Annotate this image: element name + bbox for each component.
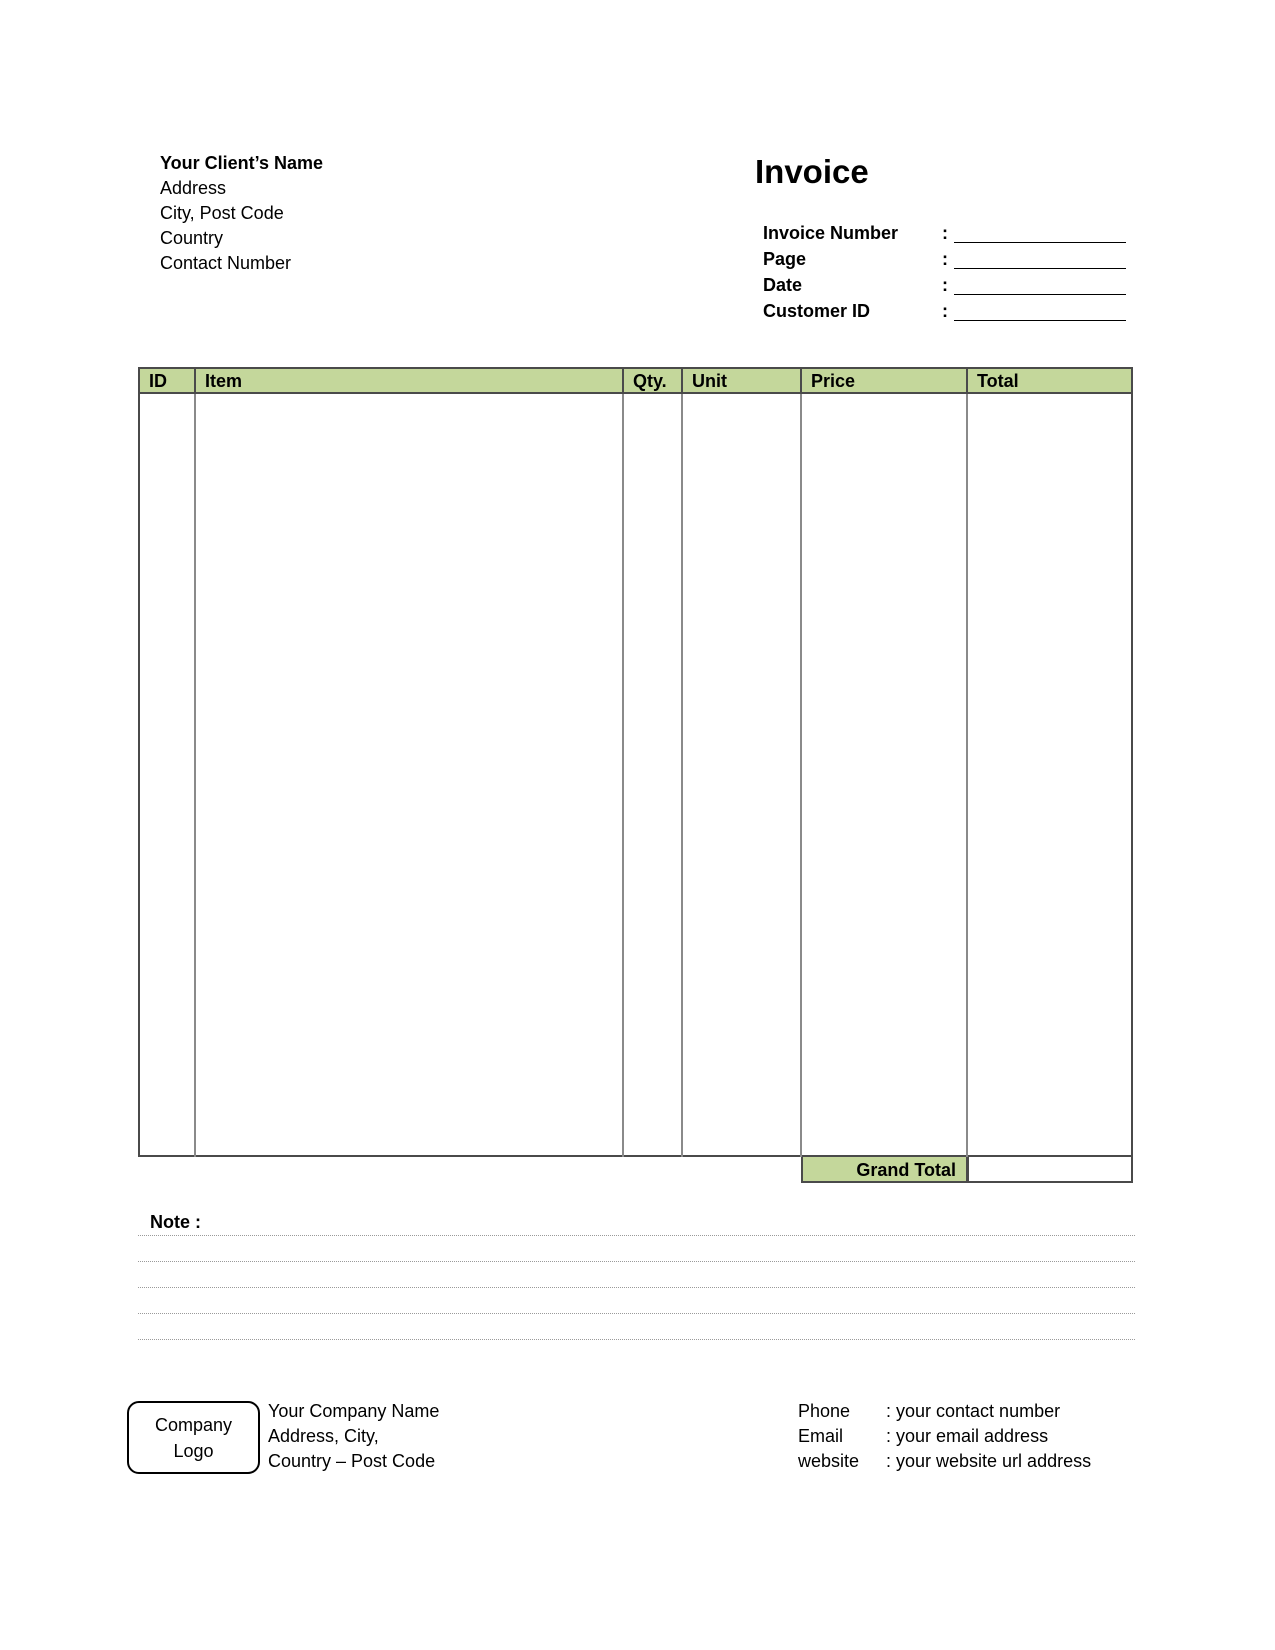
- header-divider: [622, 367, 624, 394]
- date-label: Date: [763, 275, 803, 295]
- grand-total-value-cell[interactable]: [967, 1157, 1133, 1183]
- column-divider: [800, 367, 802, 1157]
- email-label: Email: [798, 1426, 844, 1446]
- logo-text-line2: Logo: [173, 1440, 214, 1461]
- page-field[interactable]: [954, 268, 1126, 269]
- column-header-id: ID: [149, 371, 167, 391]
- company-country: Country – Post Code: [268, 1451, 436, 1471]
- column-header-total: Total: [977, 371, 1019, 391]
- column-header-price: Price: [811, 371, 856, 391]
- website-label: website: [798, 1451, 860, 1471]
- company-name: Your Company Name: [268, 1401, 440, 1421]
- page-colon: :: [942, 249, 948, 269]
- column-header-unit: Unit: [692, 371, 727, 391]
- invoice-number-field[interactable]: [954, 242, 1126, 243]
- grand-total-label-cell: [801, 1157, 968, 1183]
- date-field[interactable]: [954, 294, 1126, 295]
- client-city-post: City, Post Code: [160, 203, 284, 223]
- header-divider: [681, 367, 683, 394]
- column-divider: [194, 367, 196, 1157]
- column-divider: [622, 367, 624, 1157]
- invoice-title: Invoice: [755, 153, 869, 190]
- website-value: : your website url address: [886, 1451, 1092, 1471]
- invoice-number-label: Invoice Number: [763, 223, 899, 243]
- note-label: Note :: [150, 1212, 201, 1232]
- company-address: Address, City,: [268, 1426, 379, 1446]
- invoice-number-colon: :: [942, 223, 948, 243]
- note-line[interactable]: [138, 1235, 1135, 1236]
- column-header-qty: Qty.: [633, 371, 667, 391]
- phone-value: : your contact number: [886, 1401, 1061, 1421]
- header-divider: [194, 367, 196, 394]
- note-line[interactable]: [138, 1287, 1135, 1288]
- client-country: Country: [160, 228, 224, 248]
- date-colon: :: [942, 275, 948, 295]
- logo-text-line1: Company: [154, 1414, 233, 1435]
- company-logo-placeholder: [127, 1401, 260, 1474]
- grand-total-label: Grand Total: [856, 1160, 956, 1180]
- column-divider: [966, 367, 968, 1157]
- note-line[interactable]: [138, 1313, 1135, 1314]
- customer-id-field[interactable]: [954, 320, 1126, 321]
- page-label: Page: [763, 249, 807, 269]
- phone-label: Phone: [798, 1401, 851, 1421]
- column-header-item: Item: [205, 371, 243, 391]
- note-line[interactable]: [138, 1261, 1135, 1262]
- column-divider: [681, 367, 683, 1157]
- header-divider: [966, 367, 968, 394]
- items-table: [138, 367, 1133, 1157]
- customer-id-colon: :: [942, 301, 948, 321]
- note-line[interactable]: [138, 1339, 1135, 1340]
- header-divider: [800, 367, 802, 394]
- client-address: Address: [160, 178, 227, 198]
- email-value: : your email address: [886, 1426, 1049, 1446]
- customer-id-label: Customer ID: [763, 301, 871, 321]
- client-name: Your Client’s Name: [160, 153, 324, 173]
- client-contact: Contact Number: [160, 253, 292, 273]
